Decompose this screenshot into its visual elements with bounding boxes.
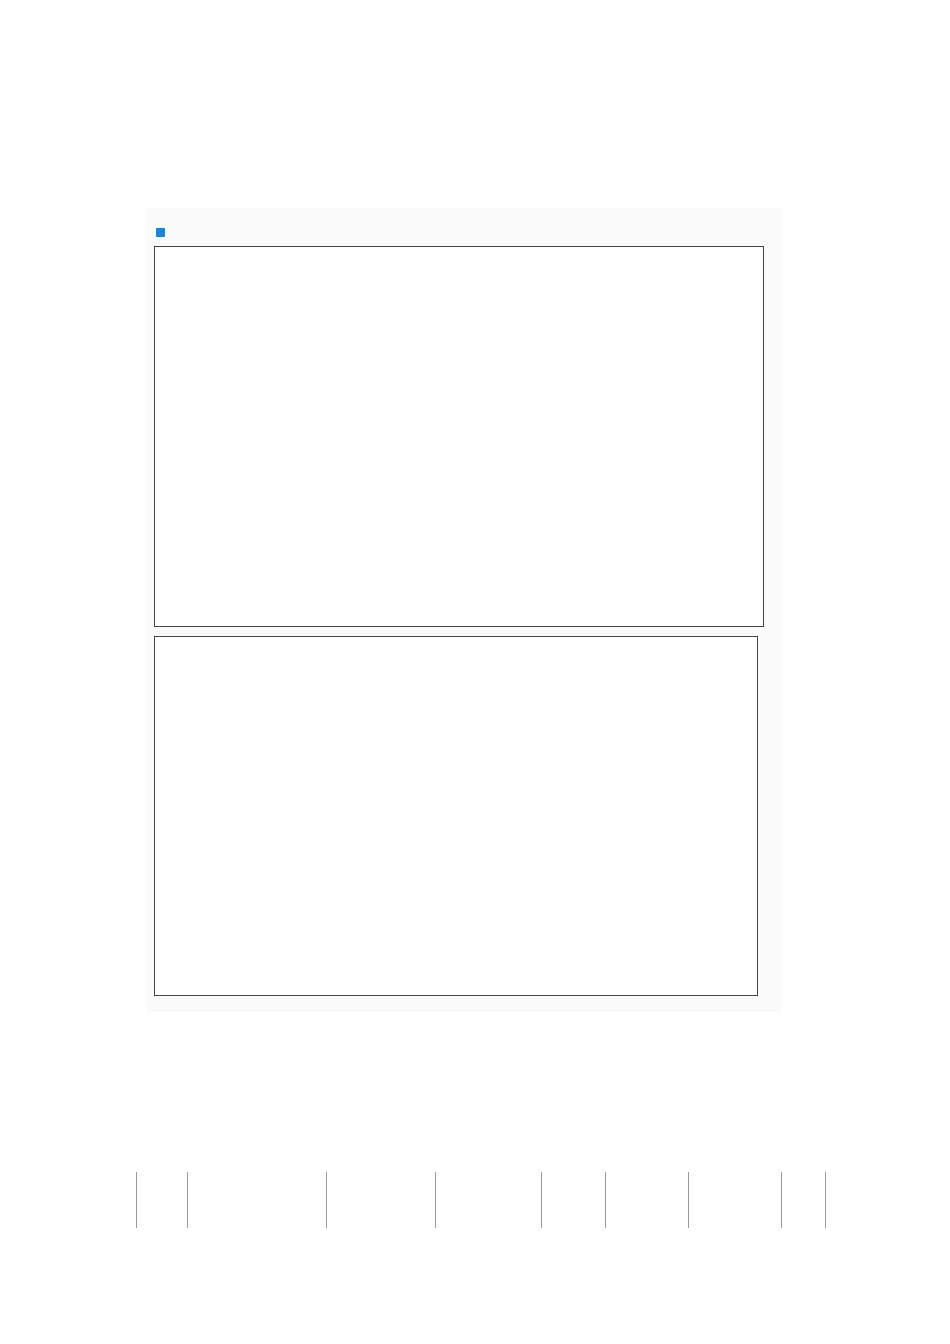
- chart-panel-bottom-svg: [155, 637, 757, 995]
- header-cell-empty: [782, 1172, 826, 1228]
- table-header-row: [137, 1172, 826, 1228]
- header-cell-ultimate-pressure: [327, 1172, 436, 1228]
- header-cell-caliber: [689, 1172, 782, 1228]
- heading-square-icon: [156, 228, 165, 237]
- spec-table: [136, 1172, 826, 1228]
- header-cell-pump-speed: [542, 1172, 606, 1228]
- header-cell-motor-power: [436, 1172, 542, 1228]
- chart-panel-top: [154, 246, 764, 627]
- header-cell-capacity: [188, 1172, 327, 1228]
- header-cell-model: [137, 1172, 188, 1228]
- chart-panel-bottom: [154, 636, 758, 996]
- figure-heading: [156, 226, 175, 242]
- chart-panel-top-svg: [155, 247, 763, 626]
- performance-figure: [146, 208, 782, 1012]
- header-cell-compressor-pressure: [606, 1172, 689, 1228]
